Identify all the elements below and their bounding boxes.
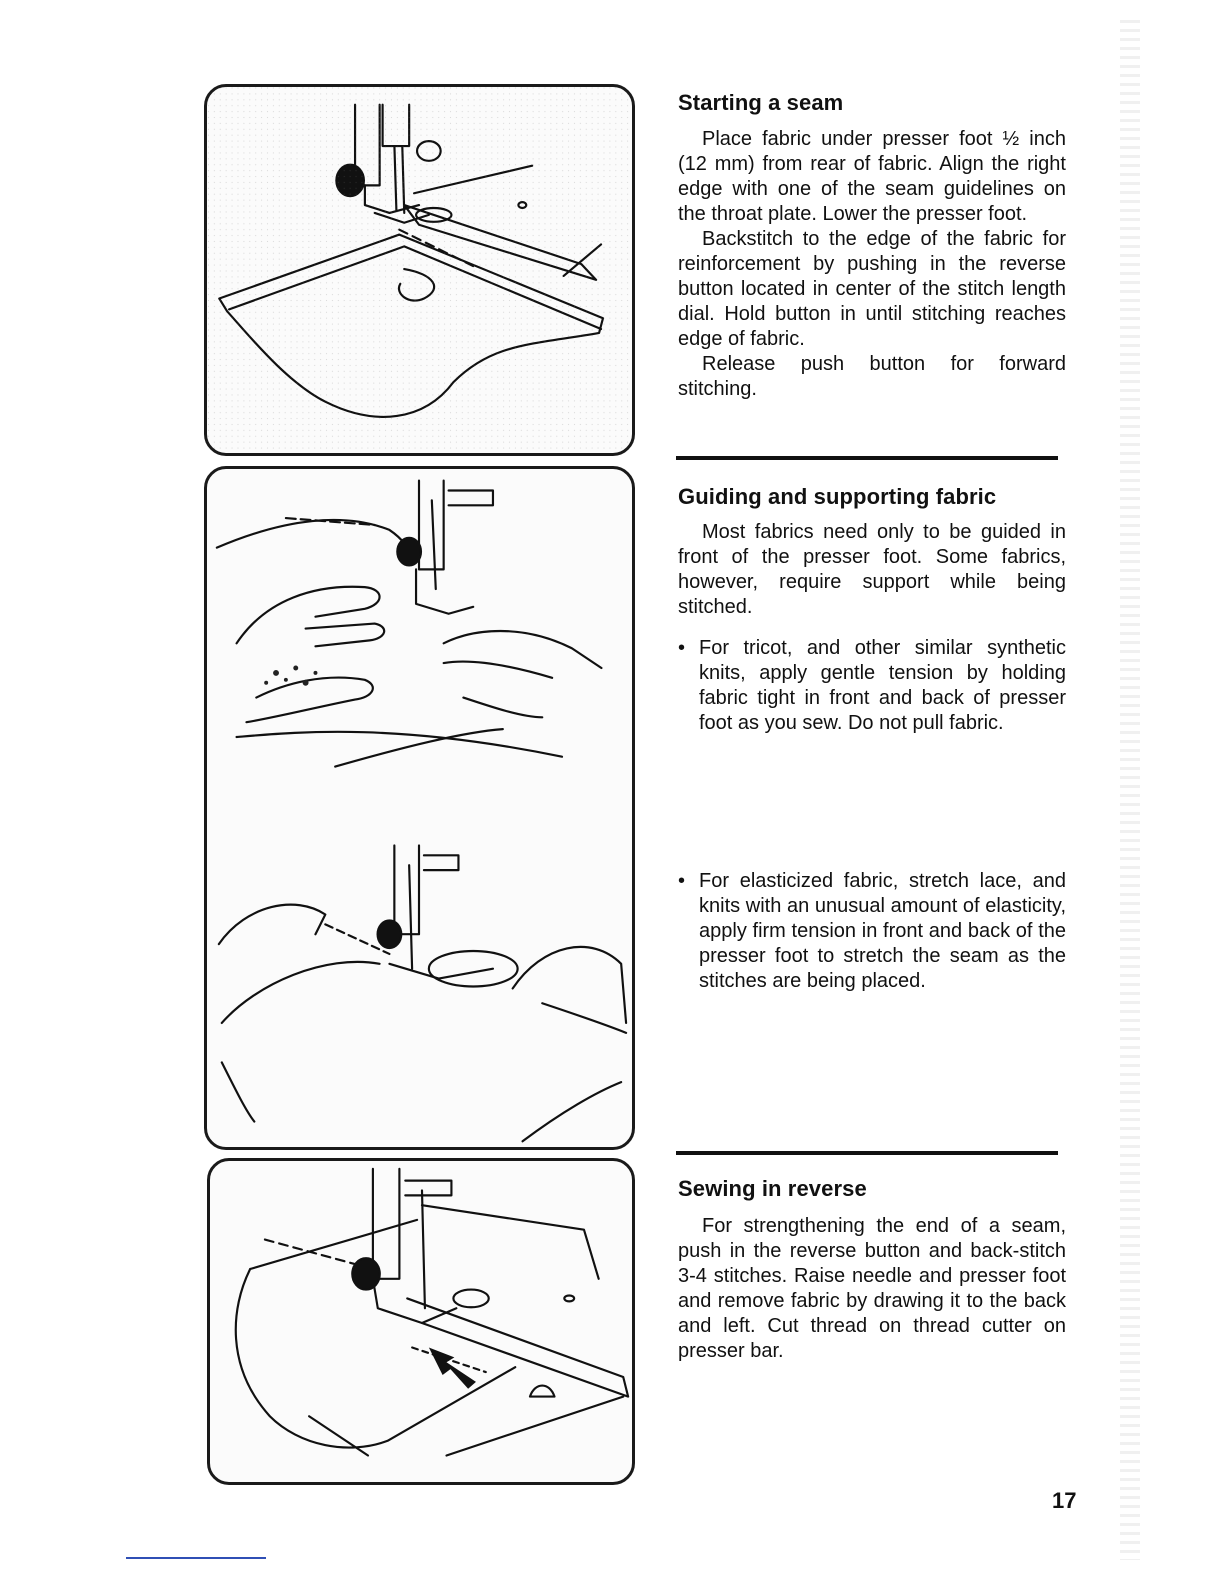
section-body-guiding-fabric bbox=[678, 520, 1066, 620]
paragraph: Most fabrics need only to be guided in front of the presser foot. Some fabrics, however, require support while being stitched. bbox=[678, 521, 1066, 618]
illustration-guiding-fabric bbox=[204, 466, 635, 1150]
bullet-icon: • bbox=[678, 870, 686, 892]
paragraph: Release push button for forward stitching. bbox=[678, 353, 1066, 400]
paragraph: For strengthening the end of a seam, push in the reverse button and back-stitch 3-4 stitches. Raise needle and presser foot and remove fabric by drawing it to the back and left. Cut thread on thread cutter on presser bar. bbox=[678, 1215, 1066, 1362]
bullet-item-elasticized bbox=[678, 869, 1066, 994]
bullet-text: For elasticized fabric, stretch lace, and knits with an unusual amount of elasticity, apply firm tension in front and back of the presser foot to stretch the seam as the stitches are being placed. bbox=[699, 870, 1066, 992]
section-heading-starting-seam: Starting a seam bbox=[678, 90, 844, 115]
bullet-icon: • bbox=[678, 637, 686, 659]
paragraph: Place fabric under presser foot ½ inch (12 mm) from rear of fabric. Align the right edge with one of the seam guidelines on the throat plate. Lower the presser foot. bbox=[678, 128, 1066, 225]
paragraph: Backstitch to the edge of the fabric for reinforcement by pushing in the reverse button located in center of the stitch length dial. Hold button in until stitching reaches edge of fabric. bbox=[678, 228, 1066, 350]
section-divider bbox=[676, 1151, 1058, 1155]
scan-binding-edge bbox=[1120, 20, 1140, 1560]
bottom-link-rule bbox=[126, 1557, 266, 1559]
section-divider bbox=[676, 456, 1058, 460]
section-body-sewing-reverse bbox=[678, 1214, 1066, 1364]
page-number: 17 bbox=[1052, 1488, 1077, 1513]
section-heading-sewing-reverse: Sewing in reverse bbox=[678, 1176, 867, 1201]
bullet-text: For tricot, and other similar synthetic knits, apply gentle tension by holding fabric tight in front and back of presser foot as you sew. Do not pull fabric. bbox=[699, 637, 1066, 734]
illustration-starting-seam bbox=[204, 84, 635, 456]
sewing-foot-fabric-drawing bbox=[207, 87, 632, 453]
bullet-item-tricot bbox=[678, 636, 1066, 736]
reverse-stitch-drawing bbox=[210, 1161, 632, 1482]
hands-guiding-fabric-drawing bbox=[207, 469, 632, 1147]
section-heading-guiding-fabric: Guiding and supporting fabric bbox=[678, 484, 997, 509]
section-body-starting-seam bbox=[678, 127, 1066, 402]
illustration-sewing-reverse bbox=[207, 1158, 635, 1485]
